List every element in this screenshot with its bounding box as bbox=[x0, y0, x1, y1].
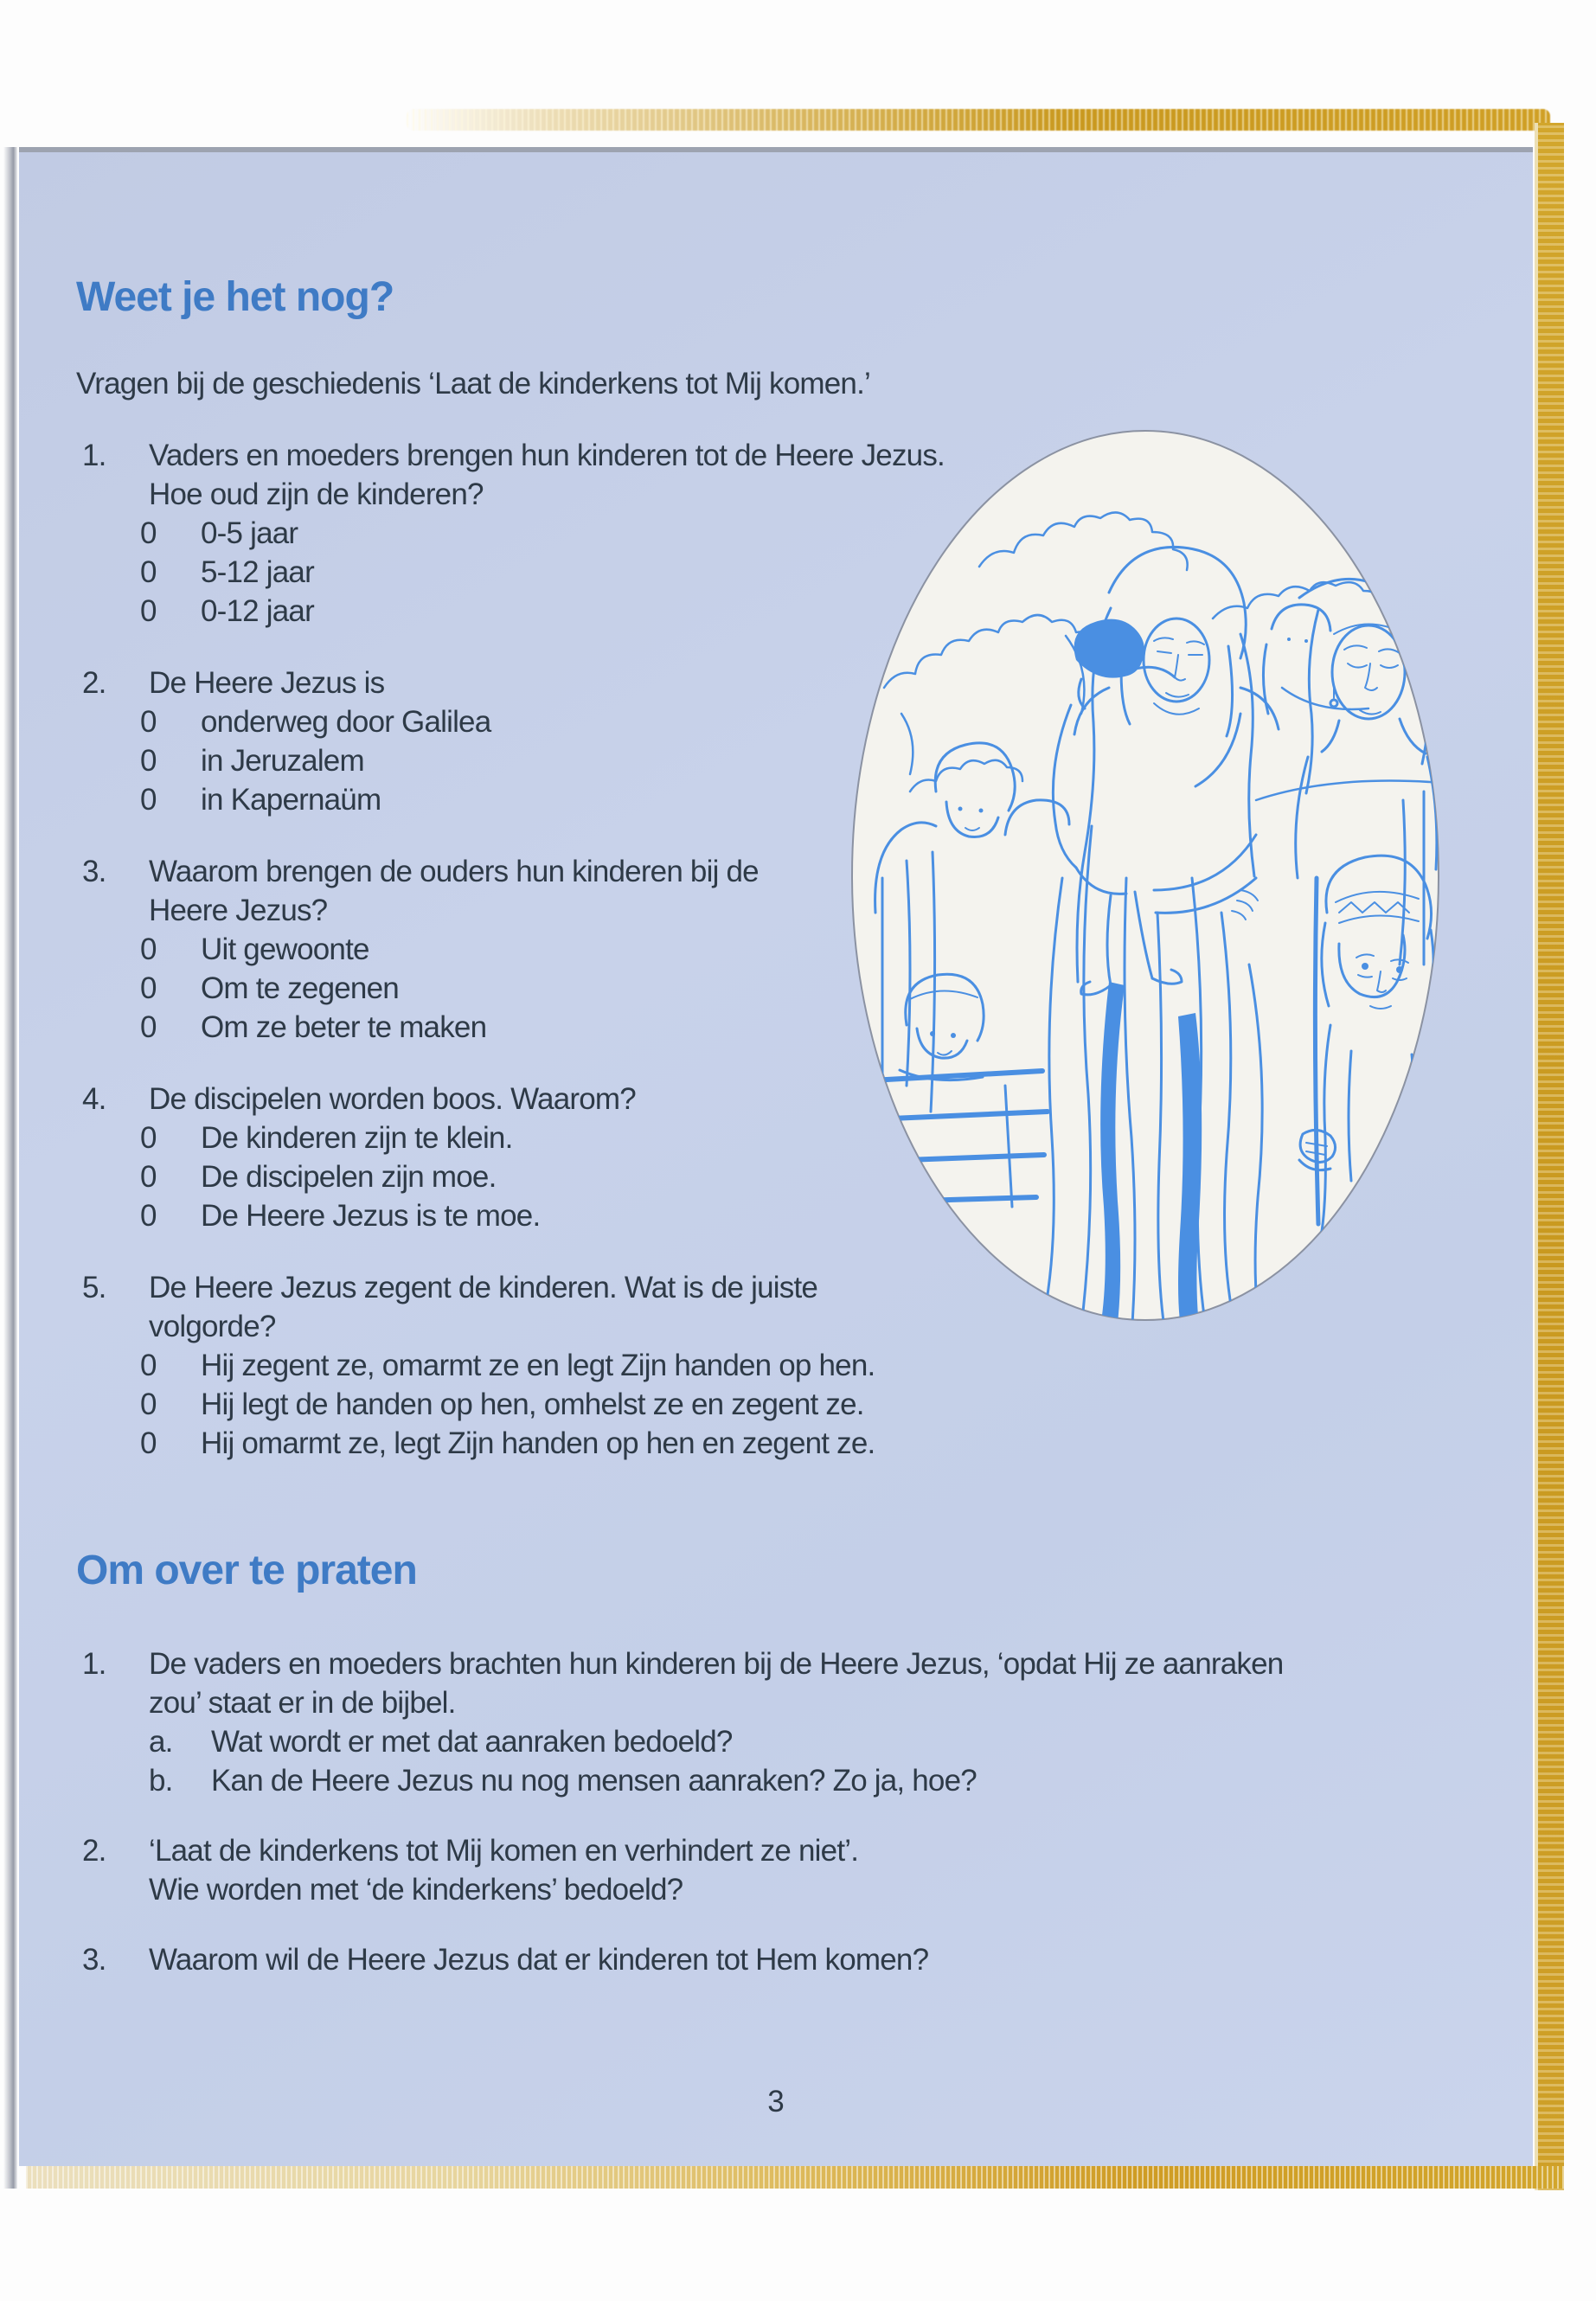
talk-question bbox=[76, 1831, 1283, 1909]
question-number-spacer bbox=[76, 1870, 149, 1909]
answer-option bbox=[140, 1385, 945, 1424]
question-line: volgorde? bbox=[149, 1310, 276, 1343]
quiz-question bbox=[76, 852, 945, 1047]
checkbox-mark[interactable]: 0 bbox=[140, 1349, 157, 1382]
sub-question-letter: b. bbox=[149, 1764, 173, 1798]
option-label: Uit gewoonte bbox=[201, 933, 369, 966]
page-subtitle: Vragen bij de geschiedenis ‘Laat de kinderkens tot Mij komen.’ bbox=[76, 367, 870, 401]
answer-option bbox=[140, 1196, 945, 1235]
quiz-question bbox=[76, 1080, 945, 1235]
option-label: 0-12 jaar bbox=[201, 594, 314, 628]
sub-question bbox=[149, 1761, 1283, 1800]
option-label: onderweg door Galilea bbox=[201, 705, 491, 739]
checkbox-mark[interactable]: 0 bbox=[140, 594, 157, 628]
question-number: 4. bbox=[82, 1082, 106, 1116]
checkbox-mark[interactable]: 0 bbox=[140, 516, 157, 550]
talk-question bbox=[76, 1644, 1283, 1800]
talk-section-heading: Om over te praten bbox=[76, 1548, 417, 1593]
question-number-spacer bbox=[76, 891, 149, 930]
option-label: De kinderen zijn te klein. bbox=[201, 1121, 513, 1155]
question-number: 3. bbox=[82, 1943, 106, 1977]
checkbox-mark[interactable]: 0 bbox=[140, 971, 157, 1005]
checkbox-mark[interactable]: 0 bbox=[140, 1426, 157, 1460]
question-number: 2. bbox=[82, 1834, 106, 1868]
checkbox-mark[interactable]: 0 bbox=[140, 1121, 157, 1155]
checkbox-mark[interactable]: 0 bbox=[140, 1388, 157, 1421]
sub-question-letter: a. bbox=[149, 1725, 173, 1759]
page-number: 3 bbox=[767, 2085, 785, 2118]
answer-option bbox=[140, 553, 945, 592]
question-line: Wie worden met ‘de kinderkens’ bedoeld? bbox=[149, 1873, 683, 1907]
question-number-spacer bbox=[76, 1683, 149, 1722]
question-number: 2. bbox=[82, 666, 106, 700]
question-line: De Heere Jezus zegent de kinderen. Wat is de juiste bbox=[149, 1271, 818, 1304]
question-line: Waarom brengen de ouders hun kinderen bij de bbox=[149, 855, 759, 888]
option-label: Om te zegenen bbox=[201, 971, 399, 1005]
workbook-page bbox=[19, 147, 1533, 2166]
option-label: Hij omarmt ze, legt Zijn handen op hen en zegent ze. bbox=[201, 1426, 875, 1460]
question-number: 1. bbox=[82, 439, 106, 472]
question-line: Heere Jezus? bbox=[149, 894, 328, 927]
question-number: 3. bbox=[82, 855, 106, 888]
question-number-spacer bbox=[76, 475, 149, 514]
quiz-question bbox=[76, 436, 945, 631]
quiz-section bbox=[76, 436, 945, 1463]
option-label: 0-5 jaar bbox=[201, 516, 298, 550]
checkbox-mark[interactable]: 0 bbox=[140, 555, 157, 589]
question-number: 5. bbox=[82, 1271, 106, 1304]
checkbox-mark[interactable]: 0 bbox=[140, 1160, 157, 1194]
option-label: in Kapernaüm bbox=[201, 783, 381, 817]
option-label: in Jeruzalem bbox=[201, 744, 364, 778]
question-line: Waarom wil de Heere Jezus dat er kinderen tot Hem komen? bbox=[149, 1943, 929, 1977]
sub-question-text: Wat wordt er met dat aanraken bedoeld? bbox=[211, 1725, 733, 1759]
answer-option bbox=[140, 514, 945, 553]
answer-option bbox=[140, 702, 945, 741]
book-cover-edge-right bbox=[1535, 123, 1564, 2190]
checkbox-mark[interactable]: 0 bbox=[140, 783, 157, 817]
option-label: Hij legt de handen op hen, omhelst ze en zegent ze. bbox=[201, 1388, 864, 1421]
page-title: Weet je het nog? bbox=[76, 274, 394, 320]
question-line: zou’ staat er in de bijbel. bbox=[149, 1686, 456, 1720]
answer-option bbox=[140, 930, 945, 969]
quiz-question bbox=[76, 1268, 945, 1463]
checkbox-mark[interactable]: 0 bbox=[140, 1199, 157, 1233]
answer-option bbox=[140, 1424, 945, 1463]
question-line: De vaders en moeders brachten hun kinderen bij de Heere Jezus, ‘opdat Hij ze aanraken bbox=[149, 1647, 1284, 1681]
question-line: ‘Laat de kinderkens tot Mij komen en verhindert ze niet’. bbox=[149, 1834, 859, 1868]
answer-option bbox=[140, 741, 945, 780]
question-number-spacer bbox=[76, 1307, 149, 1346]
option-label: Hij zegent ze, omarmt ze en legt Zijn handen op hen. bbox=[201, 1349, 875, 1382]
question-line: De discipelen worden boos. Waarom? bbox=[149, 1082, 636, 1116]
question-line: Hoe oud zijn de kinderen? bbox=[149, 478, 484, 511]
sub-question bbox=[149, 1722, 1283, 1761]
question-line: Vaders en moeders brengen hun kinderen tot de Heere Jezus. bbox=[149, 439, 945, 472]
answer-option bbox=[140, 780, 945, 819]
answer-option bbox=[140, 969, 945, 1008]
option-label: De Heere Jezus is te moe. bbox=[201, 1199, 541, 1233]
question-line: De Heere Jezus is bbox=[149, 666, 385, 700]
checkbox-mark[interactable]: 0 bbox=[140, 744, 157, 778]
answer-option bbox=[140, 1346, 945, 1385]
checkbox-mark[interactable]: 0 bbox=[140, 1010, 157, 1044]
quiz-question bbox=[76, 663, 945, 819]
option-label: De discipelen zijn moe. bbox=[201, 1160, 497, 1194]
checkbox-mark[interactable]: 0 bbox=[140, 933, 157, 966]
answer-option bbox=[140, 1008, 945, 1047]
answer-option bbox=[140, 1118, 945, 1157]
checkbox-mark[interactable]: 0 bbox=[140, 705, 157, 739]
answer-option bbox=[140, 592, 945, 631]
sub-question-text: Kan de Heere Jezus nu nog mensen aanraken? Zo ja, hoe? bbox=[211, 1764, 977, 1798]
book-cover-edge-top bbox=[407, 109, 1550, 131]
talk-question bbox=[76, 1940, 1283, 1979]
book-cover-edge-bottom bbox=[26, 2166, 1564, 2189]
answer-option bbox=[140, 1157, 945, 1196]
question-number: 1. bbox=[82, 1647, 106, 1681]
option-label: 5-12 jaar bbox=[201, 555, 314, 589]
talk-section bbox=[76, 1644, 1283, 1979]
option-label: Om ze beter te maken bbox=[201, 1010, 487, 1044]
